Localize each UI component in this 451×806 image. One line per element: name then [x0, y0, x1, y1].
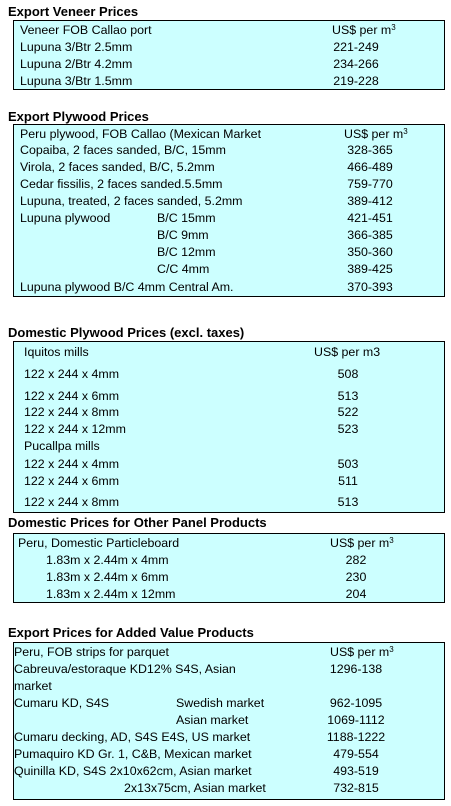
plywood-row-label: Lupuna plywood B/C 4mm Central Am. [20, 280, 234, 294]
domestic-row-value: 513 [337, 389, 359, 403]
panel-header-label: Peru, Domestic Particleboard [18, 536, 180, 550]
veneer-row-value: 219-228 [333, 74, 379, 88]
veneer-row-label: Lupuna 2/Btr 4.2mm [20, 57, 133, 71]
plywood-row-value: 466-489 [347, 160, 393, 174]
veneer-section-title: Export Veneer Prices [8, 4, 139, 19]
added-section-title: Export Prices for Added Value Products [8, 625, 254, 640]
iquitos-mills-label: Iquitos mills [24, 345, 89, 359]
domestic-section-title: Domestic Plywood Prices (excl. taxes) [8, 325, 245, 340]
veneer-header-label: Veneer FOB Callao port [20, 23, 152, 37]
domestic-row-label: 122 x 244 x 4mm [24, 457, 120, 471]
plywood-row-value: 389-425 [347, 262, 393, 276]
domestic-table [13, 341, 445, 513]
panel-row-value: 204 [345, 587, 367, 601]
veneer-header-unit: US$ per $m^3$ [332, 23, 396, 37]
panel-row-label: 1.83m x 2.44m x 4mm [46, 553, 169, 567]
domestic-row-value: 523 [337, 422, 359, 436]
plywood-header-unit: US$ per $m^3$ [344, 127, 408, 141]
plywood-row-value: 370-393 [347, 280, 393, 294]
veneer-row-value: 221-249 [333, 40, 379, 54]
panel-header-unit: US$ per $m^3$ [330, 536, 394, 550]
panel-row-value: 282 [345, 553, 367, 567]
added-row-value: 1069-1112 [327, 713, 385, 727]
plywood-row-label: Cedar fissilis, 2 faces sanded.5.5mm [20, 177, 223, 191]
domestic-row-value: 511 [338, 474, 358, 488]
veneer-row-label: Lupuna 3/Btr 1.5mm [20, 74, 133, 88]
plywood-section-title: Export Plywood Prices [8, 109, 149, 124]
added-row-label: 2x13x75cm, Asian market [124, 781, 266, 795]
plywood-row-sub: B/C 12mm [157, 245, 216, 259]
veneer-row-label: Lupuna 3/Btr 2.5mm [20, 40, 133, 54]
plywood-row-value: 421-451 [347, 211, 393, 225]
domestic-row-label: 122 x 244 x 4mm [24, 367, 120, 381]
domestic-row-label: 122 x 244 x 8mm [24, 495, 120, 509]
plywood-table [13, 124, 445, 297]
plywood-row-label: Lupuna plywood [20, 211, 111, 225]
added-row-value: 493-519 [333, 764, 379, 778]
panel-row-label: 1.83m x 2.44m x 12mm [46, 587, 176, 601]
added-row-label: Cumaru decking, AD, S4S E4S, US market [14, 730, 251, 744]
domestic-row-label: 122 x 244 x 12mm [24, 422, 126, 436]
plywood-row-sub: B/C 15mm [157, 211, 216, 225]
veneer-row-value: 234-266 [333, 57, 379, 71]
added-header-unit: US$ per $m^3$ [330, 645, 394, 659]
domestic-row-label: 122 x 244 x 8mm [24, 405, 120, 419]
added-table [13, 642, 445, 800]
panel-section-title: Domestic Prices for Other Panel Products [8, 515, 267, 530]
domestic-row-value: 513 [337, 495, 359, 509]
added-row-label: Cumaru KD, S4S [14, 696, 110, 710]
added-header-label: Peru, FOB strips for parquet [14, 645, 169, 659]
added-row-value: 479-554 [333, 747, 379, 761]
domestic-row-label: 122 x 244 x 6mm [24, 474, 120, 488]
domestic-row-value: 508 [337, 367, 359, 381]
added-row-value: 732-815 [333, 781, 379, 795]
plywood-row-value: 328-365 [347, 143, 393, 157]
plywood-row-value: 350-360 [347, 245, 393, 259]
plywood-row-value: 389-412 [347, 194, 393, 208]
plywood-row-label: Virola, 2 faces sanded, B/C, 5.2mm [20, 160, 215, 174]
pucallpa-mills-label: Pucallpa mills [24, 439, 100, 453]
veneer-table [13, 20, 445, 90]
plywood-row-sub: C/C 4mm [157, 262, 210, 276]
added-row-value: 1296-138 [329, 662, 383, 676]
added-row-value: 1188-1222 [326, 730, 386, 744]
added-row-label: Cabreuva/estoraque KD12% S4S, Asian [14, 662, 236, 676]
plywood-row-label: Lupuna, treated, 2 faces sanded, 5.2mm [20, 194, 243, 208]
added-row-label: Quinilla KD, S4S 2x10x62cm, Asian market [14, 764, 252, 778]
domestic-row-value: 522 [337, 405, 359, 419]
added-row-label: Pumaquiro KD Gr. 1, C&B, Mexican market [14, 747, 252, 761]
plywood-row-value: 366-385 [347, 228, 393, 242]
panel-row-label: 1.83m x 2.44m x 6mm [46, 570, 169, 584]
domestic-header-unit: US$ per m3 [314, 345, 381, 359]
added-row-label: market [14, 679, 52, 693]
panel-row-value: 230 [345, 570, 367, 584]
plywood-row-value: 759-770 [347, 177, 393, 191]
added-row-value: 962-1095 [329, 696, 383, 710]
domestic-row-label: 122 x 244 x 6mm [24, 389, 120, 403]
added-row-market: Asian market [176, 713, 249, 727]
panel-table [13, 533, 445, 603]
domestic-row-value: 503 [337, 457, 359, 471]
added-row-market: Swedish market [176, 696, 265, 710]
plywood-row-sub: B/C 9mm [157, 228, 209, 242]
plywood-row-label: Copaiba, 2 faces sanded, B/C, 15mm [20, 143, 226, 157]
plywood-header-label: Peru plywood, FOB Callao (Mexican Market [20, 127, 262, 141]
